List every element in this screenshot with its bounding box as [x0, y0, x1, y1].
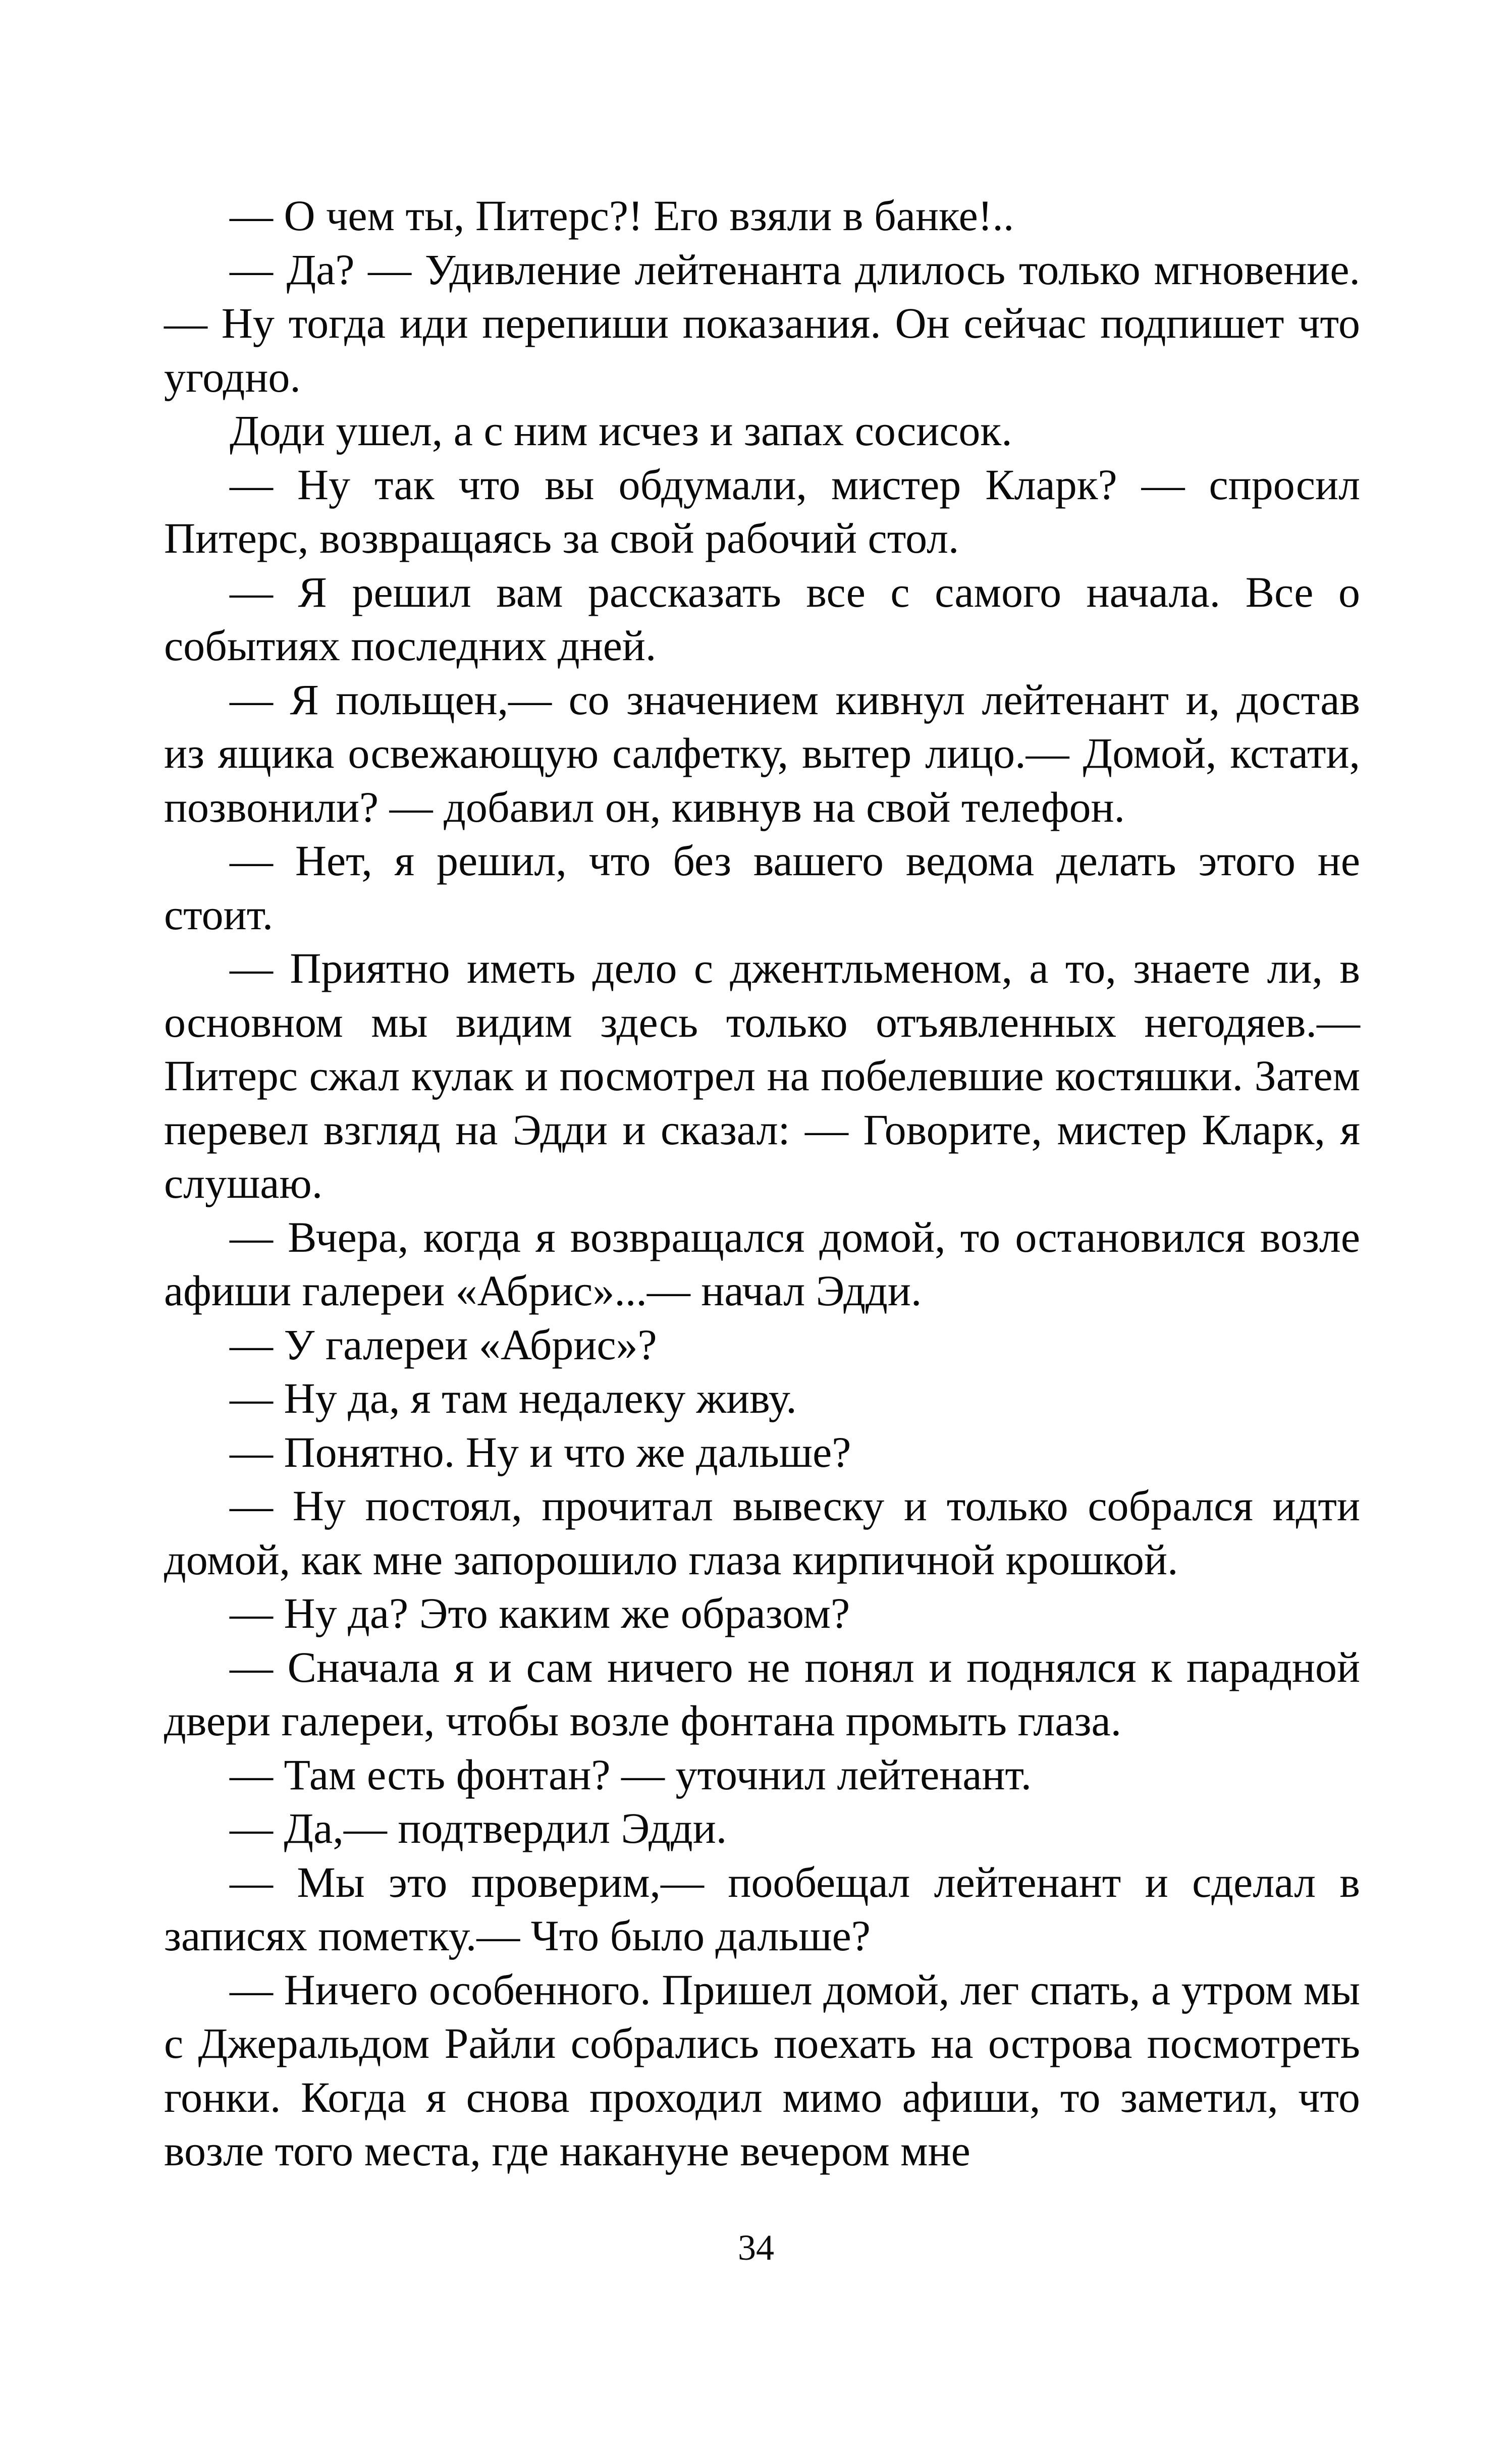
page-number: 34	[738, 2227, 774, 2268]
page-text	[164, 189, 1360, 2178]
paragraph: — Да? — Удивление лейтенанта длилось только мгновение.— Ну тогда иди перепиши показания. Он сейчас подпишет что угодно.	[164, 245, 1360, 401]
paragraph: — Ну постоял, прочитал вывеску и только собрался идти домой, как мне запорошило глаза кирпичной крошкой.	[164, 1481, 1360, 1584]
paragraph: Доди ушел, а с ним исчез и запах сосисок.	[230, 406, 1012, 455]
paragraph: — Сначала я и сам ничего не понял и поднялся к парадной двери галереи, чтобы возле фонтана промыть глаза.	[164, 1642, 1360, 1745]
paragraph: — О чем ты, Питерс?! Его взяли в банке!..	[230, 191, 1014, 240]
paragraph: — Ну да, я там недалеку живу.	[230, 1374, 797, 1422]
paragraph: — Ничего особенного. Пришел домой, лег спать, а утром мы с Джеральдом Райли собрались поехать на острова посмотреть гонки. Когда я снова проходил мимо афиши, то заметил, что возле того места, где накануне вечером мне	[164, 1965, 1360, 2175]
paragraph: — У галереи «Абрис»?	[230, 1320, 657, 1369]
paragraph: — Ну да? Это каким же образом?	[230, 1589, 850, 1637]
paragraph: — Ну так что вы обдумали, мистер Кларк? — спросил Питерс, возвращаясь за свой рабочий стол.	[164, 460, 1360, 562]
paragraph: — Нет, я решил, что без вашего ведома делать этого не стоит.	[164, 836, 1360, 939]
paragraph: — Да,— подтвердил Эдди.	[230, 1804, 727, 1852]
paragraph: — Я решил вам рассказать все с самого начала. Все о событиях последних дней.	[164, 567, 1360, 670]
paragraph: — Вчера, когда я возвращался домой, то остановился возле афиши галереи «Абрис»...— начал Эдди.	[164, 1212, 1360, 1315]
paragraph: — Там есть фонтан? — уточнил лейтенант.	[230, 1750, 1032, 1799]
paragraph: — Я польщен,— со значением кивнул лейтенант и, достав из ящика освежающую салфетку, вытер лицо.— Домой, кстати, позвонили? — добавил он, кивнув на свой телефон.	[164, 675, 1360, 831]
paragraph: — Приятно иметь дело с джентльменом, а то, знаете ли, в основном мы видим здесь только отъявленных негодяев.— Питерс сжал кулак и посмотрел на побелевшие костяшки. Затем перевел взгляд на Эдди и сказал: — Говорите, мистер Кларк, я слушаю.	[164, 944, 1360, 1207]
paragraph: — Мы это проверим,— пообещал лейтенант и сделал в записях пометку.— Что было дальше?	[164, 1857, 1360, 1960]
paragraph: — Понятно. Ну и что же дальше?	[230, 1427, 851, 1476]
